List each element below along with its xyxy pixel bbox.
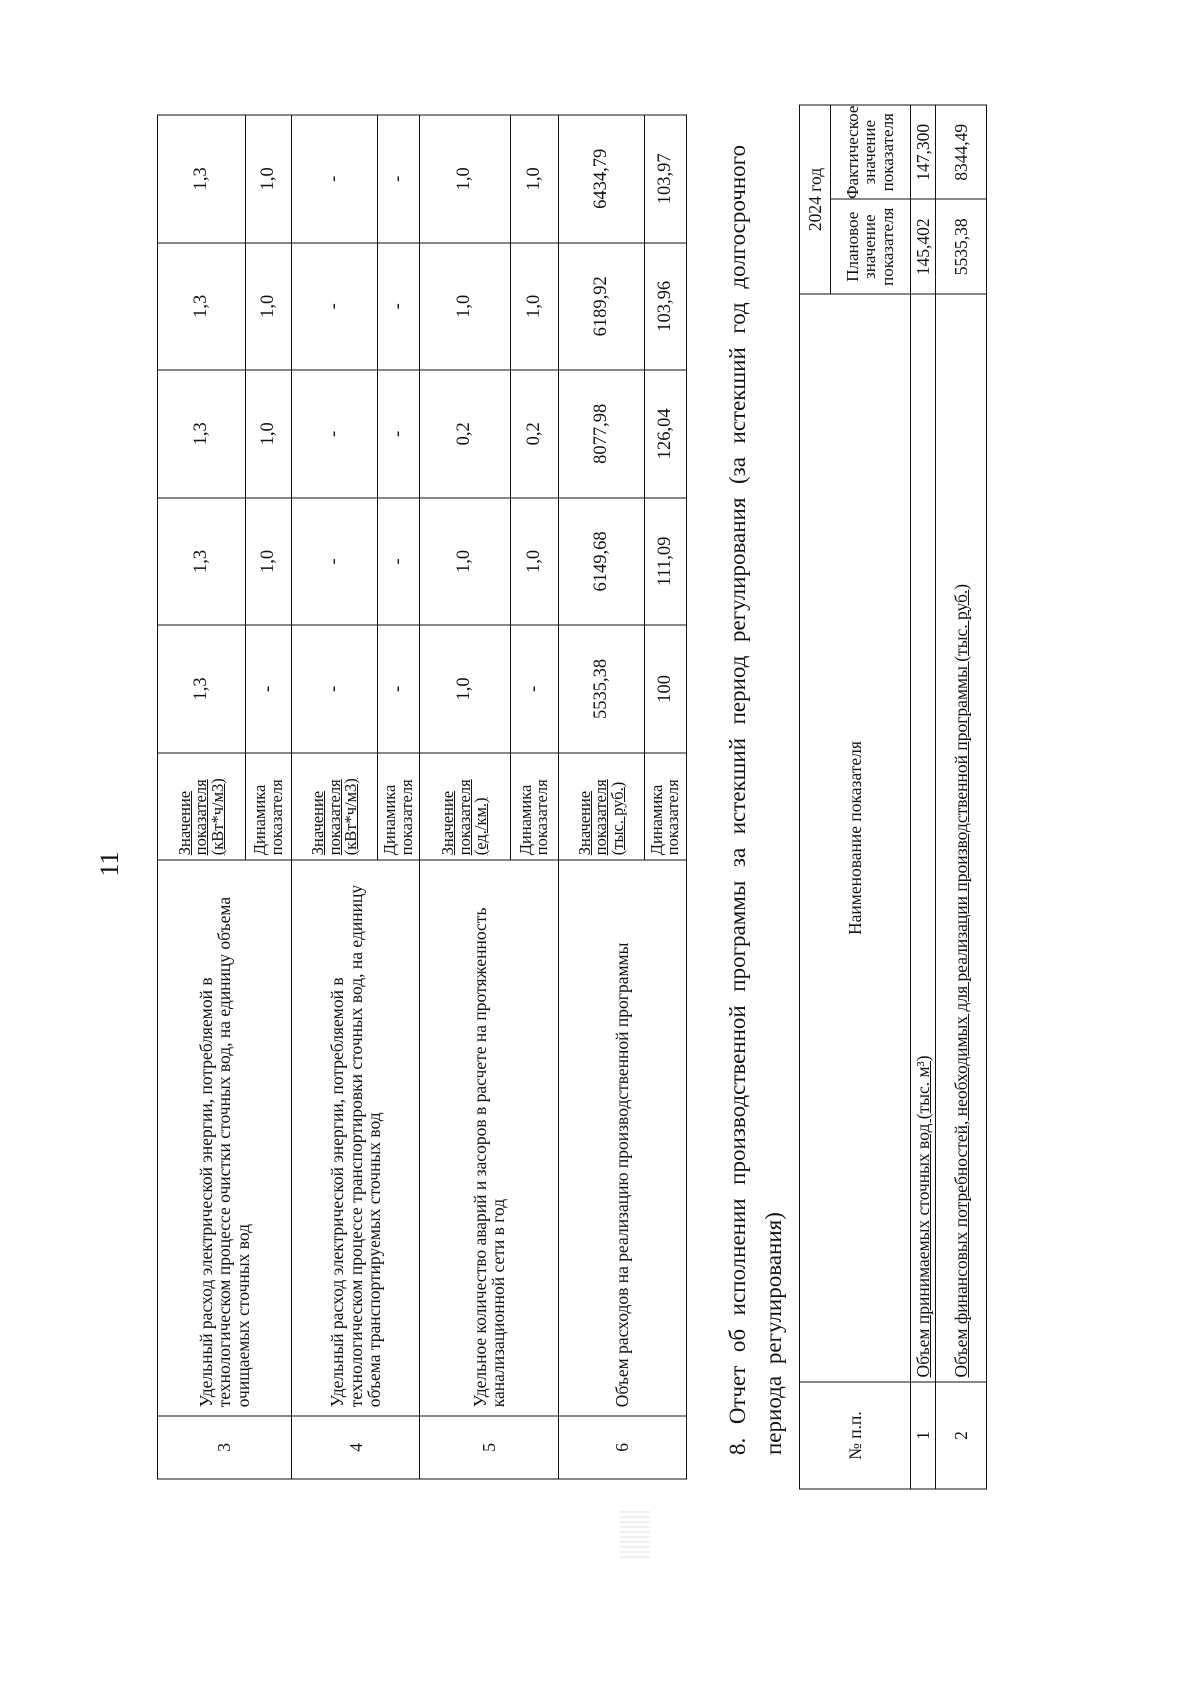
- indicator-unit-text: Значение показателя (кВт*ч/м3): [174, 778, 227, 856]
- value-cell: 6149,68: [558, 498, 644, 626]
- header-row: [800, 105, 831, 1489]
- value-cell: 5535,38: [558, 625, 644, 753]
- value-cell: 1,0: [246, 115, 292, 243]
- header-name: Наименование показателя: [800, 294, 911, 1382]
- value-cell: 111,09: [644, 498, 686, 626]
- table-row: [420, 115, 510, 1479]
- indicator-name: Удельный расход электрической энергии, потребляемой в технологическом процессе транспортировки сточных вод, на единицу объема транспортируемых сточных вод: [292, 860, 420, 1416]
- table-row: [558, 115, 644, 1479]
- indicator-name: Объем расходов на реализацию производственной программы: [558, 860, 686, 1416]
- header-year: 2024 год: [800, 105, 831, 294]
- program-report-table: [799, 105, 987, 1490]
- value-cell: 0,2: [420, 370, 510, 498]
- table-row: [158, 115, 246, 1479]
- value-cell: 1,0: [246, 370, 292, 498]
- value-cell: 1,3: [158, 625, 246, 753]
- value-cell: 1,3: [158, 498, 246, 626]
- row-num: 2: [935, 1382, 986, 1489]
- value-cell: 103,96: [644, 243, 686, 371]
- value-cell: 1,0: [420, 243, 510, 371]
- header-num: № п.п.: [800, 1382, 911, 1489]
- row-fact: 8344,49: [935, 105, 986, 200]
- value-cell: -: [378, 625, 420, 753]
- scan-artifact: [620, 1508, 650, 1558]
- indicator-name: Удельное количество аварий и засоров в расчете на протяженность канализационной сети в год: [420, 860, 559, 1416]
- table-row: [935, 105, 986, 1489]
- value-cell: 0,2: [510, 370, 558, 498]
- indicator-unit-text: Значение показателя (ед./км.): [438, 779, 491, 856]
- row-plan: 145,402: [910, 200, 935, 295]
- value-cell: 1,3: [158, 370, 246, 498]
- value-cell: 1,0: [510, 115, 558, 243]
- row-fact: 147,300: [910, 105, 935, 200]
- row-number: 4: [292, 1416, 420, 1479]
- program-report-table-container: [799, 105, 987, 1490]
- section-heading: 8. Отчет об исполнении производственной программы за истекший период регулирования (за истекший год долгосрочного периода регулирования): [725, 145, 786, 1455]
- row-num: 1: [910, 1382, 935, 1489]
- value-cell: -: [292, 625, 378, 753]
- header-plan: Плановое значение показателя: [830, 200, 910, 295]
- indicator-unit-text: Динамика показателя: [380, 779, 416, 856]
- indicator-unit-text: Динамика показателя: [250, 779, 286, 856]
- value-cell: -: [292, 370, 378, 498]
- value-cell: -: [378, 370, 420, 498]
- header-fact: Фактическое значение показателя: [830, 105, 910, 200]
- value-cell: 6189,92: [558, 243, 644, 371]
- value-cell: -: [292, 498, 378, 626]
- value-cell: 1,0: [420, 498, 510, 626]
- row-name: [910, 294, 935, 1382]
- indicator-unit: [158, 753, 246, 860]
- value-cell: 1,0: [246, 243, 292, 371]
- value-cell: 1,0: [246, 498, 292, 626]
- table-row: [292, 115, 378, 1479]
- indicator-unit-text: Динамика показателя: [515, 779, 552, 856]
- indicator-unit: [378, 753, 420, 860]
- page-number: 11: [95, 851, 124, 877]
- row-plan: 5535,38: [935, 200, 986, 295]
- indicator-unit: [246, 753, 292, 860]
- indicators-table: [157, 115, 687, 1480]
- value-cell: -: [378, 115, 420, 243]
- row-number: 3: [158, 1416, 292, 1479]
- value-cell: 100: [644, 625, 686, 753]
- table-row: [910, 105, 935, 1489]
- value-cell: -: [378, 243, 420, 371]
- indicator-unit-text: Значение показателя (кВт*ч/м3): [308, 778, 361, 856]
- value-cell: -: [246, 625, 292, 753]
- section-heading-container: [720, 145, 802, 1455]
- value-cell: 8077,98: [558, 370, 644, 498]
- indicators-table-container: [157, 115, 687, 1480]
- indicator-unit-text: Значение показателя (тыс. руб.): [574, 779, 627, 856]
- indicator-unit: [644, 753, 686, 860]
- row-name-text: Объем финансовых потребностей, необходимых для реализации производственной программы (тыс. руб.): [950, 583, 971, 1378]
- value-cell: -: [510, 625, 558, 753]
- value-cell: 126,04: [644, 370, 686, 498]
- indicator-unit: [420, 753, 510, 860]
- indicator-name: Удельный расход электрической энергии, потребляемой в технологическом процессе очистки сточных вод, на единицу объема очищаемых сточных вод: [158, 860, 292, 1416]
- indicator-unit: [510, 753, 558, 860]
- row-name: [935, 294, 986, 1382]
- row-number: 5: [420, 1416, 559, 1479]
- value-cell: 1,3: [158, 243, 246, 371]
- value-cell: 1,0: [510, 243, 558, 371]
- value-cell: -: [292, 243, 378, 371]
- value-cell: 1,0: [420, 625, 510, 753]
- row-number: 6: [558, 1416, 686, 1479]
- indicator-unit-text: Динамика показателя: [646, 779, 683, 856]
- value-cell: 6434,79: [558, 115, 644, 243]
- value-cell: -: [378, 498, 420, 626]
- indicator-unit: [558, 753, 644, 860]
- value-cell: 1,0: [510, 498, 558, 626]
- row-name-text: Объем принимаемых сточных вод (тыс. м³): [912, 1055, 933, 1378]
- value-cell: 1,3: [158, 115, 246, 243]
- value-cell: 1,0: [420, 115, 510, 243]
- value-cell: -: [292, 115, 378, 243]
- value-cell: 103,97: [644, 115, 686, 243]
- indicator-unit: [292, 753, 378, 860]
